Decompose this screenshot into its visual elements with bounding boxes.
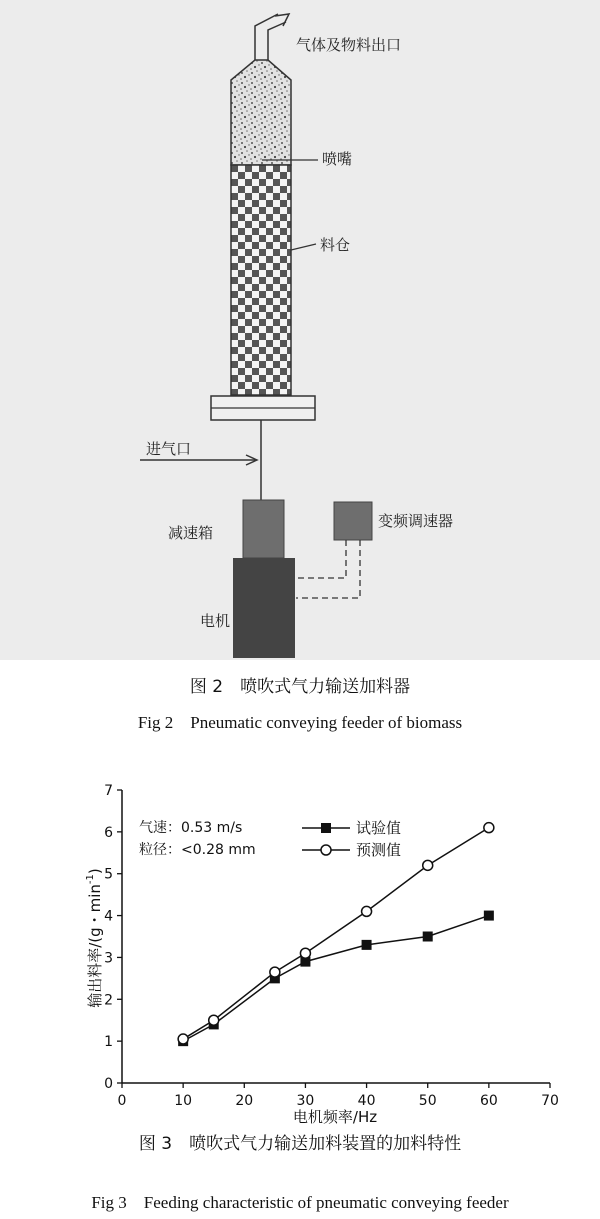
y-tick-label: 5 — [104, 866, 113, 883]
point-experimental — [484, 911, 494, 921]
y-tick-label: 4 — [104, 908, 113, 925]
legend-label-experimental: 试验值 — [356, 819, 402, 837]
point-predicted — [178, 1034, 188, 1044]
x-tick-label: 60 — [479, 1093, 498, 1109]
legend-label-predicted: 预测值 — [356, 841, 402, 859]
figure-3-caption-zh: 图 3 喷吹式气力输送加料装置的加料特性 — [138, 1134, 462, 1154]
point-predicted — [300, 948, 310, 958]
x-tick-label: 50 — [418, 1093, 437, 1109]
x-tick-label: 40 — [357, 1093, 376, 1109]
y-axis-label-close: ) — [86, 868, 104, 875]
point-experimental — [423, 932, 433, 942]
annotation-air-speed: 气速：0.53 m/s — [139, 820, 243, 836]
gearbox — [243, 500, 284, 558]
label-inverter: 变频调速器 — [378, 512, 454, 530]
y-tick-label: 0 — [104, 1076, 113, 1092]
point-predicted — [270, 967, 280, 977]
figure-2-caption-zh: 图 2 喷吹式气力输送加料器 — [189, 677, 411, 697]
point-predicted — [362, 906, 372, 916]
figure-2-caption-en: Fig 2 Pneumatic conveying feeder of biomass — [137, 713, 463, 732]
point-predicted — [484, 823, 494, 833]
inverter — [334, 502, 372, 540]
label-inlet: 进气口 — [146, 440, 192, 458]
hopper — [231, 165, 291, 395]
label-motor: 电机 — [200, 612, 231, 630]
y-axis-label — [85, 868, 104, 1008]
x-tick-label: 70 — [541, 1093, 559, 1109]
point-predicted — [423, 860, 433, 870]
y-tick-label: 3 — [104, 950, 113, 967]
y-tick-label: 1 — [104, 1034, 113, 1051]
legend-marker-predicted — [321, 845, 331, 855]
x-tick-label: 0 — [117, 1093, 127, 1109]
label-nozzle: 喷嘴 — [322, 150, 353, 168]
figure-3-caption-en: Fig 3 Feeding characteristic of pneumatic conveying feeder — [91, 1193, 509, 1212]
label-gearbox: 减速箱 — [168, 524, 214, 542]
label-hopper: 料仓 — [320, 236, 351, 254]
upper-chamber — [231, 60, 291, 165]
x-tick-label: 10 — [174, 1093, 193, 1109]
x-tick-label: 20 — [235, 1093, 254, 1109]
legend-marker-experimental — [321, 823, 331, 833]
point-experimental — [362, 940, 372, 950]
figure-3-chart — [0, 770, 600, 1170]
y-axis-label-sup: -1 — [85, 874, 96, 885]
annotation-particle-size: 粒径：<0.28 mm — [139, 842, 256, 858]
x-axis-label: 电机频率/Hz — [292, 1108, 378, 1126]
y-tick-label: 7 — [104, 783, 113, 799]
y-tick-label: 2 — [104, 992, 113, 1009]
point-predicted — [209, 1015, 219, 1025]
y-tick-label: 6 — [104, 824, 113, 841]
series-line-predicted — [183, 828, 489, 1039]
y-axis-label-main: 输出料率/(g・min — [86, 884, 104, 1008]
series-line-experimental — [183, 916, 489, 1042]
x-tick-label: 30 — [296, 1093, 315, 1109]
label-outlet: 气体及物料出口 — [296, 36, 402, 54]
motor — [233, 558, 295, 658]
